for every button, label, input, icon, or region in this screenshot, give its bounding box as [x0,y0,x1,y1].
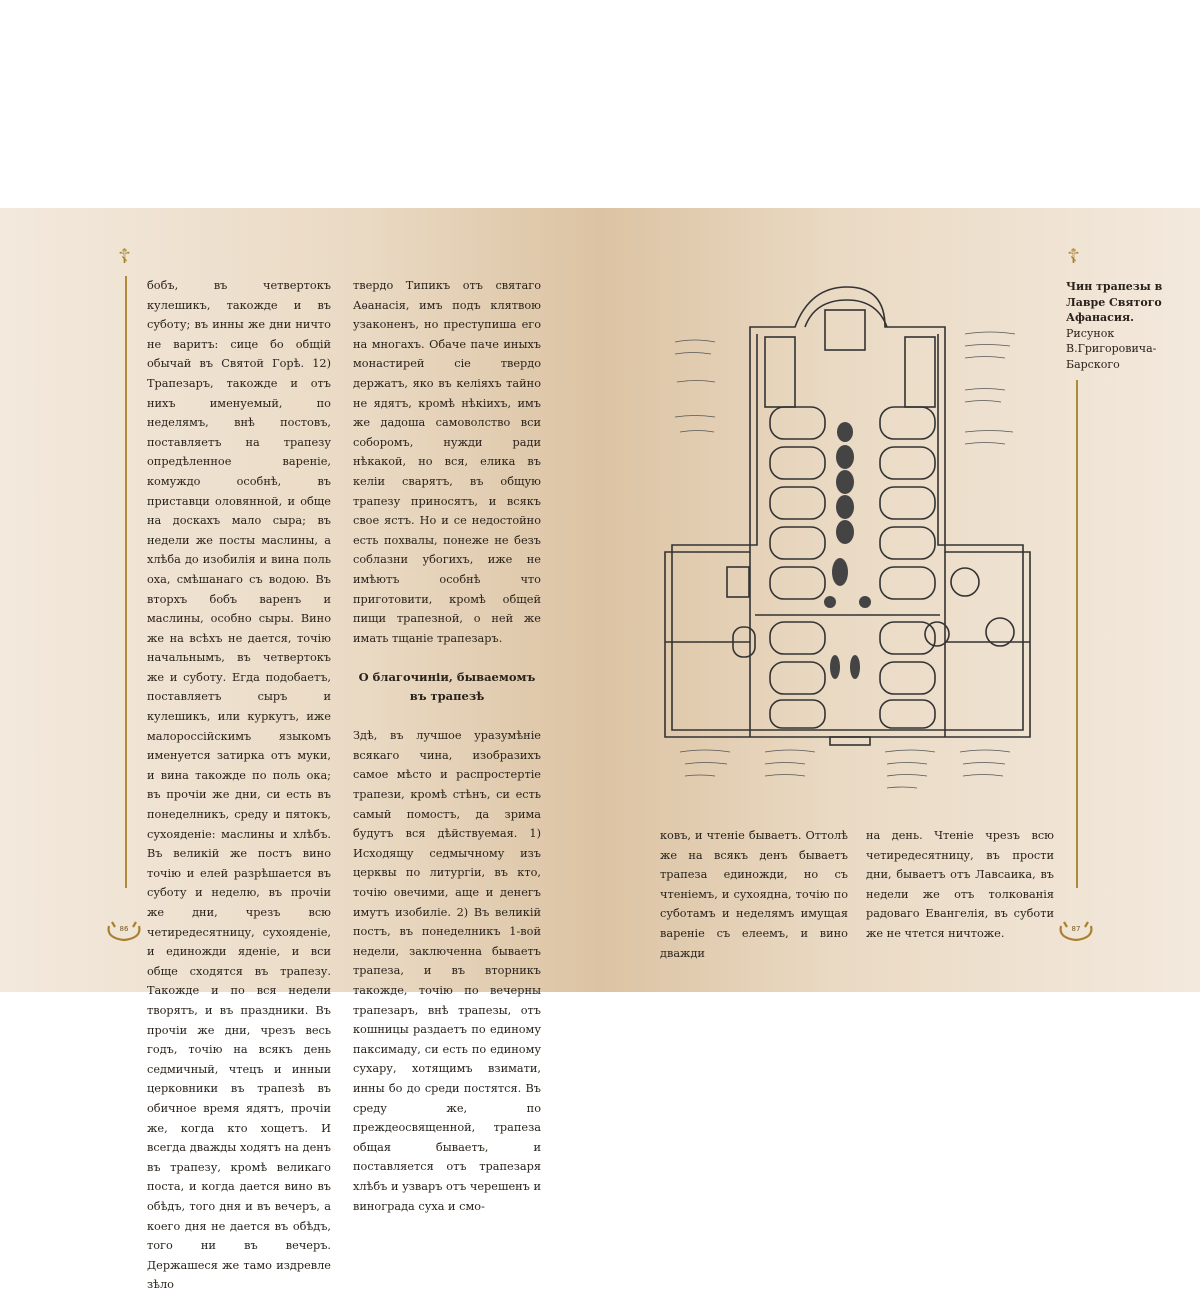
left-column-1 [147,276,331,1295]
cross-ornament-right: ☦ [1067,244,1080,268]
left-column-2 [353,276,541,1216]
body-text: Здѣ, въ лучшое уразумѣніе всякаго чина, изобразихъ самое мѣсто и распростертіе трапези, кромѣ стѣнъ, си есть самый помостъ, да зрима будутъ вся дѣйствуемая. 1) Исходящу седмычному изъ церквы по литургіи, въ кто, точію овечими, аще и денегъ имутъ изобиліе. 2) Въ великій постъ, въ понеделникъ 1-вой недели, заключенна бываетъ трапеза, и въ вторникъ такожде, точію по вечерны трапезаръ, внѣ трапезы, отъ кошницы раздаетъ по единому паксимаду, си есть по единому сухару, хотящимъ взимати, инны бо до среди постятся. Въ среду же, по преждеосвященной, трапеза общая бываетъ, и поставляется отъ трапезаря хлѣбъ и узваръ отъ черешенъ и винограда суха и смо- [353,729,541,1213]
section-heading: О благочиніи, бываемомъ въ трапезѣ [358,670,536,704]
caption-title: Чин трапезы в Лавре Святого Афанасия. [1066,280,1163,324]
page-number-left [106,918,142,944]
right-column-4 [866,826,1054,944]
figure-caption [1066,279,1166,372]
caption-credit: Рисунок В.Григоровича-Барского [1066,326,1157,371]
body-text: ковъ, и чтеніе бываетъ. Оттолѣ же на всякъ денъ бываетъ трапеза единожди, но съ чтеніемъ, и сухоядна, точію по суботамъ и неделямъ имущая вареніе съ елеемъ, и вино дважди [660,829,848,960]
body-text: бобъ, въ четвертокъ кулешикъ, такожде и въ суботу; въ инны же дни ничто не варитъ: сице бо общій обычай въ Святой Горѣ. 12) Трапезаръ, такожде и отъ нихъ именуемый, по неделямъ, внѣ постовъ, поставляетъ на трапезу опредѣленное вареніе, комуждо особнѣ, въ приставци оловянной, и обще на доскахъ мало сыра; въ недели же посты маслины, а хлѣба до изобилія и вина поль оха, смѣшанаго съ водою. Въ вторхъ бобъ варенъ и маслины, особно сыры. Вино же на всѣхъ не дается, точію начальнымъ, въ четвертокъ же и суботу. Егда подобаетъ, поставляетъ сыръ и кулешикъ, или куркутъ, иже малороссійскимъ языкомъ именуется затирка отъ муки, и вина такожде по поль ока; въ прочіи же дни, си есть въ понеделникъ, среду и пятокъ, сухояденіе: маслины и хлѣбъ. Въ великій же постъ вино точію и елей разрѣшается въ суботу и неделю, въ прочіи же дни, чрезъ всю четиредесятницу, сухояденіе, и единожди яденіе, и вси обще сходятся въ трапезу. Такожде и по вся недели творятъ, и въ праздники. Въ прочіи же дни, чрезъ весь годъ, точію на всякъ день седмичный, чтецъ и инныи церковники въ трапезѣ въ обичное время ядятъ, прочіи же, когда кто хощетъ. И всегда дважды ходятъ на денъ въ трапезу, кромѣ великаго поста, и когда дается вино въ обѣдъ, того дня и въ вечеръ, а коего дня не дается въ обѣдъ, того ни въ вечеръ. Держашеся же тамо издревле зѣло [147,279,331,1292]
page-number-right [1058,918,1094,944]
page-number-text: 86 [119,925,129,933]
body-text: на день. Чтеніе чрезъ всю четиредесятницу, въ прости дни, бываетъ отъ Лавсаика, въ недели же отъ толкованія радоваго Евангелія, въ суботи же не чтется ничтоже. [866,829,1054,940]
right-margin-rule [1076,380,1078,888]
page-number-text: 87 [1071,925,1081,933]
right-column-3 [660,826,848,963]
trapeza-plan-drawing [655,282,1045,812]
cross-ornament-left: ☦ [118,244,131,268]
body-text: твердо Типикъ отъ святаго Аѳанасія, имъ подъ клятвою узаконенъ, но преступиша его на многахъ. Обаче паче иныхъ монастирей сіе твердо держатъ, яко въ келіяхъ тайно не ядятъ, кромѣ нѣкіихъ, имъ же дадоша самоволство вси соборомъ, нужди ради нѣкакой, но вся, елика въ келіи сварятъ, въ общую трапезу приносятъ, и всякъ свое ястъ. Но и се недостойно есть похвалы, понеже не безъ соблазни убогихъ, иже не имѣютъ особнѣ что приготовити, кромѣ общей пищи трапезной, о ней же имать тщаніе трапезаръ. [353,279,541,645]
left-margin-rule [125,276,127,888]
